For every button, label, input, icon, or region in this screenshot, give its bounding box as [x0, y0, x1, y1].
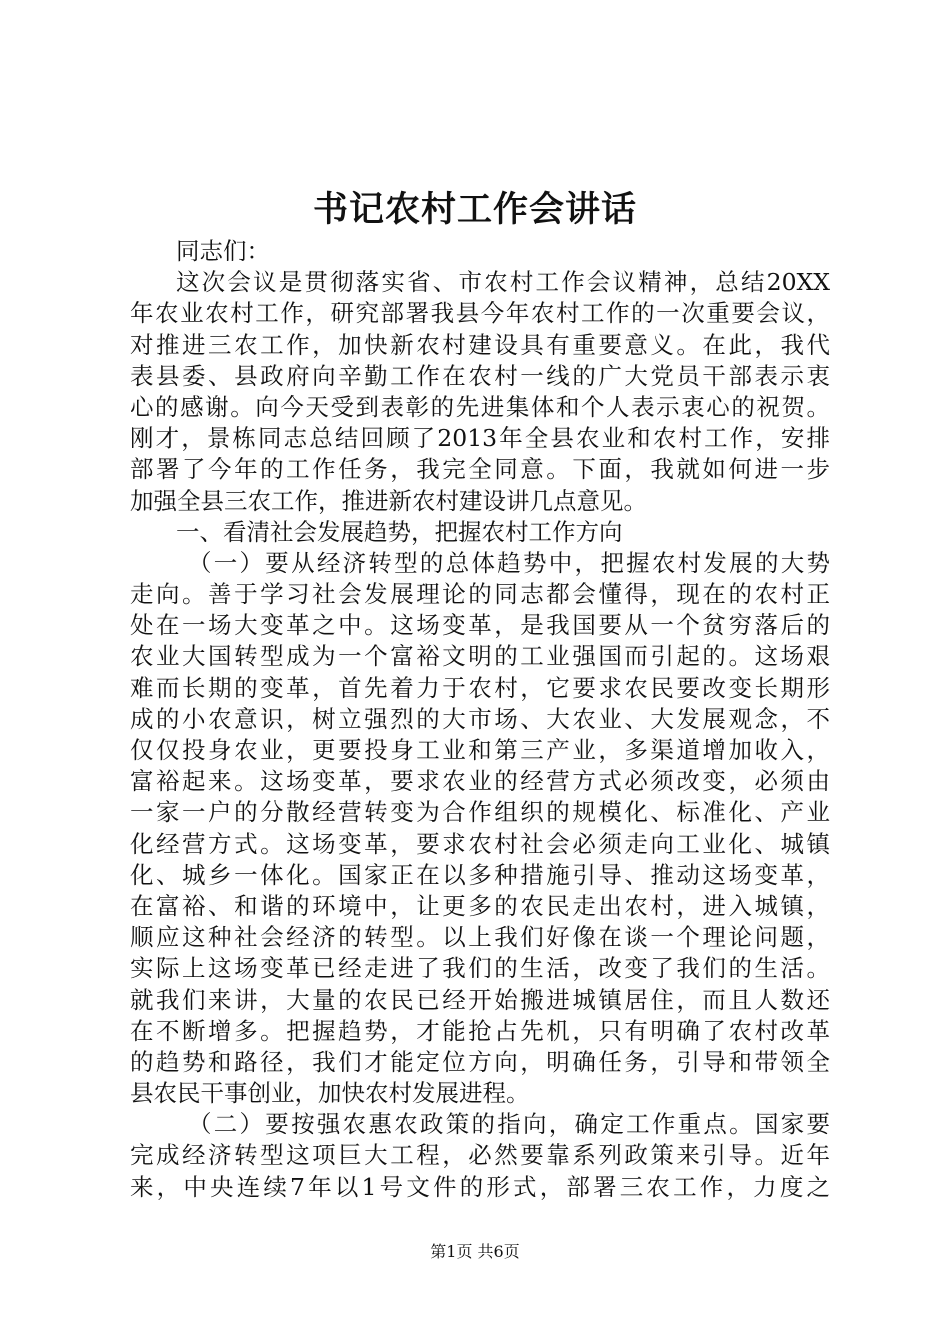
paragraph-line: 农业大国转型成为一个富裕文明的工业强国而引起的。这场艰 — [130, 642, 830, 671]
salutation-line: 同志们： — [176, 237, 270, 265]
paragraph-line: （一）要从经济转型的总体趋势中，把握农村发展的大势 — [188, 548, 830, 577]
paragraph-line: 顺应这种社会经济的转型。以上我们好像在谈一个理论问题， — [130, 923, 830, 952]
paragraph-line: 化、城乡一体化。国家正在以多种措施引导、推动这场变革， — [130, 860, 830, 889]
paragraph-line: 这次会议是贯彻落实省、市农村工作会议精神，总结20XX — [176, 268, 830, 297]
paragraph-line: 的趋势和路径，我们才能定位方向，明确任务，引导和带领全 — [130, 1047, 830, 1076]
page-number-footer: 第1页 共6页 — [430, 1242, 520, 1261]
paragraph-line: 加强全县三农工作，推进新农村建设讲几点意见。 — [130, 486, 647, 515]
paragraph-line: 就我们来讲，大量的农民已经开始搬进城镇居住，而且人数还 — [130, 985, 830, 1014]
paragraph-line: 对推进三农工作，加快新农村建设具有重要意义。在此，我代 — [130, 330, 830, 359]
document-body — [130, 236, 830, 1203]
paragraph-line: 部署了今年的工作任务，我完全同意。下面，我就如何进一步 — [130, 455, 830, 484]
paragraph-line: 富裕起来。这场变革，要求农业的经营方式必须改变，必须由 — [130, 767, 830, 796]
paragraph-line: 成的小农意识，树立强烈的大市场、大农业、大发展观念，不 — [130, 704, 830, 733]
paragraph-line: 难而长期的变革，首先着力于农村，它要求农民要改变长期形 — [130, 673, 830, 702]
paragraph-line: 实际上这场变革已经走进了我们的生活，改变了我们的生活。 — [130, 954, 830, 983]
paragraph-line: 一家一户的分散经营转变为合作组织的规模化、标准化、产业 — [130, 798, 830, 827]
paragraph-line: 年农业农村工作，研究部署我县今年农村工作的一次重要会议， — [130, 299, 830, 328]
paragraph-line: 表县委、县政府向辛勤工作在农村一线的广大党员干部表示衷 — [130, 361, 830, 390]
document-title: 书记农村工作会讲话 — [312, 189, 637, 230]
paragraph-line: 完成经济转型这项巨大工程，必然要靠系列政策来引导。近年 — [130, 1141, 830, 1170]
paragraph-line: 仅仅投身农业，更要投身工业和第三产业，多渠道增加收入， — [130, 736, 830, 764]
paragraph-line: 刚才，景栋同志总结回顾了2013年全县农业和农村工作，安排 — [130, 424, 830, 453]
paragraph-line: 来，中央连续7年以1号文件的形式，部署三农工作，力度之 — [130, 1172, 830, 1201]
paragraph-line: 在不断增多。把握趋势，才能抢占先机，只有明确了农村改革 — [130, 1016, 830, 1045]
paragraph-line: （二）要按强农惠农政策的指向，确定工作重点。国家要 — [188, 1110, 830, 1139]
paragraph-line: 化经营方式。这场变革，要求农村社会必须走向工业化、城镇 — [130, 829, 830, 858]
paragraph-line: 处在一场大变革之中。这场变革，是我国要从一个贫穷落后的 — [130, 611, 830, 640]
paragraph-line: 县农民干事创业，加快农村发展进程。 — [130, 1079, 530, 1108]
paragraph-line: 在富裕、和谐的环境中，让更多的农民走出农村，进入城镇， — [130, 891, 830, 920]
paragraph-line: 心的感谢。向今天受到表彰的先进集体和个人表示衷心的祝贺。 — [130, 392, 830, 421]
paragraph-line: 走向。善于学习社会发展理论的同志都会懂得，现在的农村正 — [130, 580, 830, 609]
section-heading: 一、看清社会发展趋势，把握农村工作方向 — [176, 517, 623, 546]
